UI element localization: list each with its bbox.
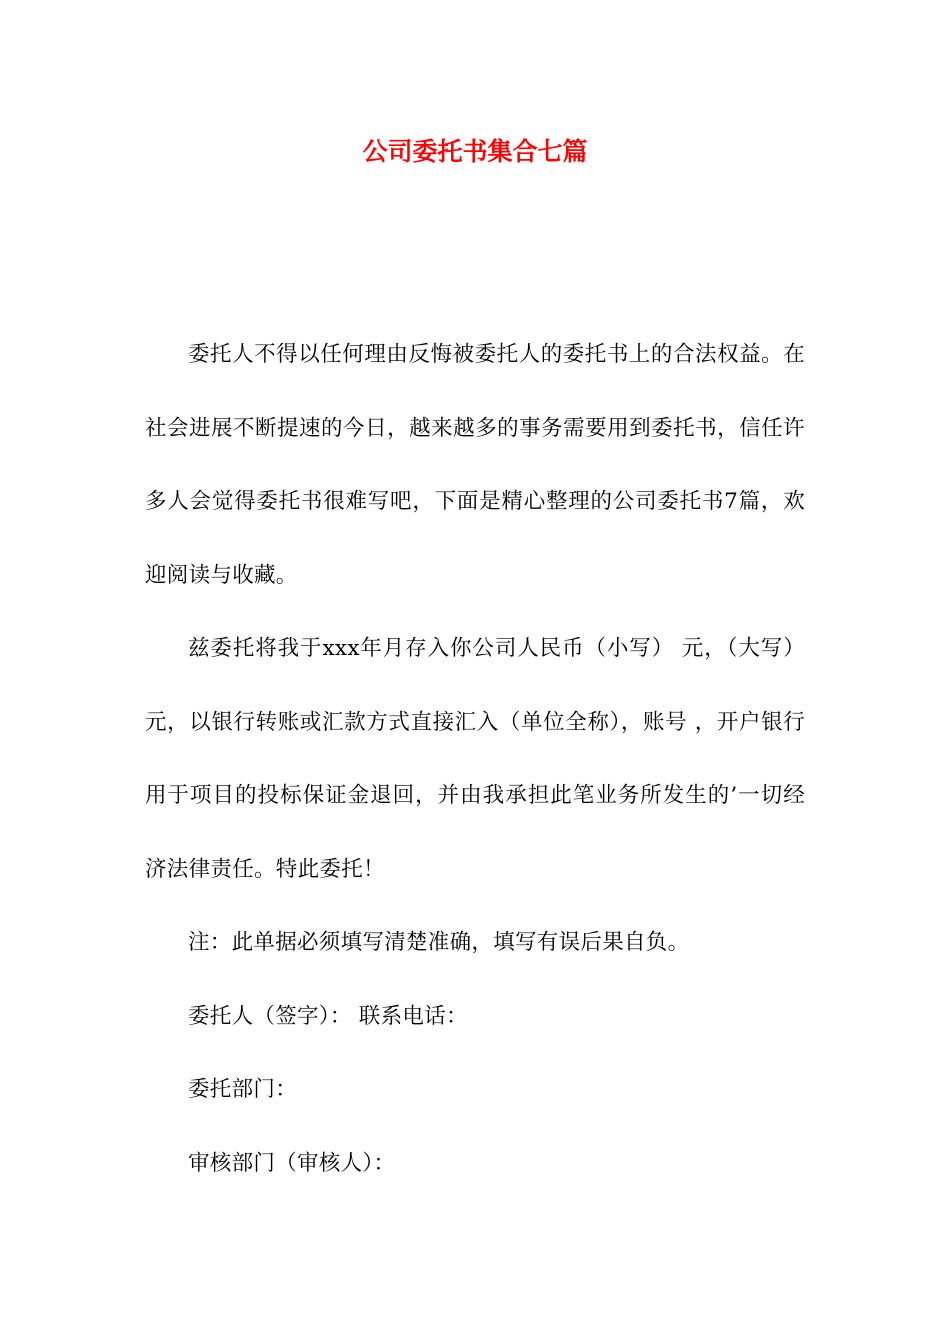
document-title: 公司委托书集合七篇 <box>362 137 588 166</box>
field-entrusting-department: 委托部门： <box>188 1077 298 1102</box>
paragraph-entrustment: 兹委托将我于xxx年月存入你公司人民币（小写） 元，（大写） 元，以银行转账或汇款方式直接汇入（单位全称），账号 ，开户银行 用于项目的投标保证金退回，并由我承担此笔业务所发生的’一切经济法律责任。特此委托！ <box>145 636 805 882</box>
paragraph-intro: 委托人不得以任何理由反悔被委托人的委托书上的合法权益。在社会进展不断提速的今日，越来越多的事务需要用到委托书，信任许多人会觉得委托书很难写吧，下面是精心整理的公司委托书7篇，欢迎阅读与收藏。 <box>145 342 805 588</box>
field-principal-signature: 委托人（签字）： 联系电话： <box>188 1003 468 1029</box>
field-review-department: 审核部门（审核人）： <box>188 1150 396 1176</box>
document-body <box>145 318 805 1200</box>
paragraph-note: 注：此单据必须填写清楚准确，填写有误后果自负。 <box>188 930 690 955</box>
